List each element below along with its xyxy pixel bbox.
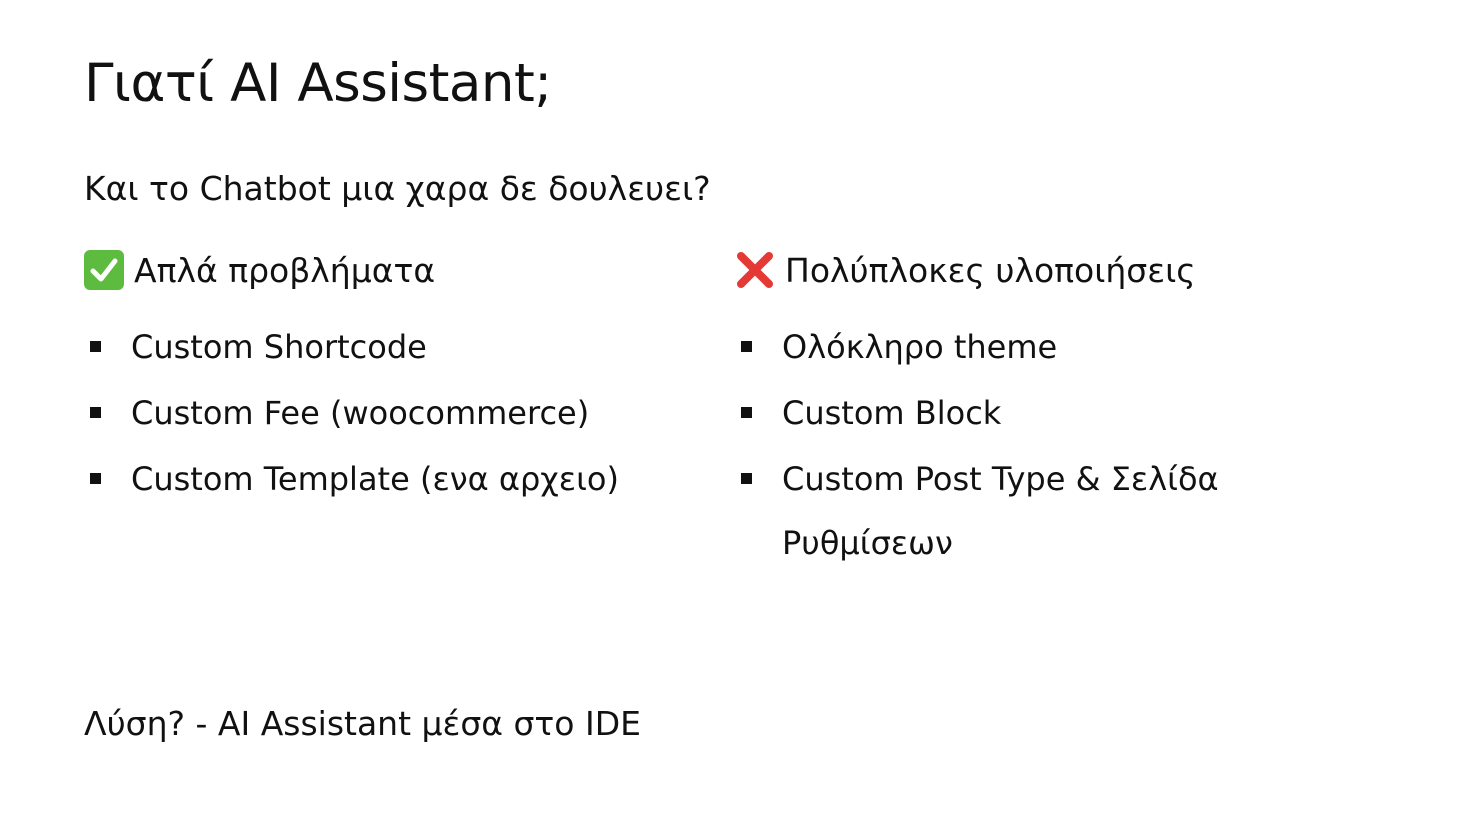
list-item-text: Ολόκληρο theme: [782, 327, 1058, 366]
solution-text: Λύση? - AI Assistant μέσα στο IDE: [84, 704, 641, 743]
square-bullet-icon: [90, 473, 101, 484]
check-mark-icon: [84, 250, 124, 290]
list-item-text: Custom Template (ενα αρχειο): [131, 459, 619, 498]
list-item-text: Custom Post Type & Σελίδα Ρυθμίσεων: [782, 459, 1219, 562]
simple-problems-column: [84, 250, 684, 513]
complex-implementations-list: [735, 315, 1295, 575]
list-item: [84, 381, 684, 445]
list-item: [84, 447, 684, 511]
list-item: [735, 447, 1295, 575]
list-item-text: Custom Shortcode: [131, 327, 427, 366]
simple-problems-heading-text: Απλά προβλήματα: [134, 251, 436, 290]
list-item: [84, 315, 684, 379]
simple-problems-heading: [84, 250, 684, 293]
square-bullet-icon: [741, 407, 752, 418]
list-item-text: Custom Block: [782, 393, 1002, 432]
cross-mark-icon: [735, 250, 775, 290]
square-bullet-icon: [90, 407, 101, 418]
complex-implementations-column: [735, 250, 1295, 577]
complex-implementations-heading-text: Πολύπλοκες υλοποιήσεις: [785, 251, 1196, 290]
simple-problems-list: [84, 315, 684, 511]
complex-implementations-heading: [735, 250, 1295, 293]
square-bullet-icon: [741, 473, 752, 484]
slide-subtitle: Και το Chatbot μια χαρα δε δουλευει?: [84, 169, 711, 208]
slide-title: Γιατί AI Assistant;: [84, 53, 552, 114]
list-item-text: Custom Fee (woocommerce): [131, 393, 590, 432]
list-item: [735, 315, 1295, 379]
list-item: [735, 381, 1295, 445]
square-bullet-icon: [90, 341, 101, 352]
square-bullet-icon: [741, 341, 752, 352]
